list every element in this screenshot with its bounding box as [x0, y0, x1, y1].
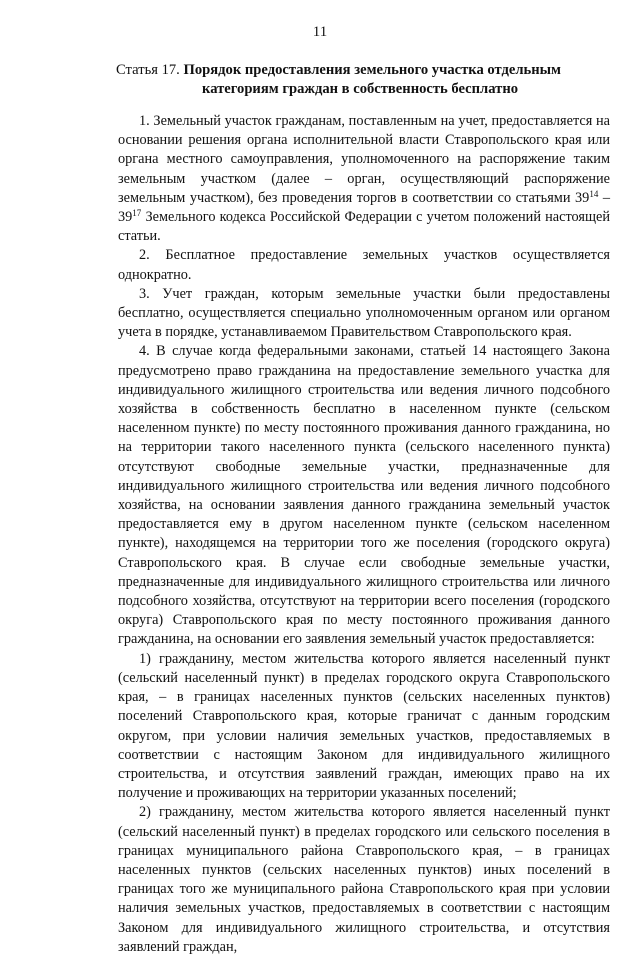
paragraph-1-text-a: 1. Земельный участок гражданам, поставленным на учет, предоставляется на основании решения органа исполнительной власти Ставропольского края или органа местного самоуправления, уполномоченного на распоряжение таким земельным участком (далее – орган, осуществляющий распоряжение земельным участком), без проведения торгов в соответствии со статьями 39 — [118, 113, 610, 206]
article-title-line-1: Порядок предоставления земельного участка отдельным — [183, 62, 561, 78]
article-body — [118, 112, 610, 957]
paragraph-1 — [118, 112, 610, 246]
subparagraph-1: 1) гражданину, местом жительства которого является населенный пункт (сельский населенный пункт) в пределах городского округа Ставропольского края, – в границах населенных пунктов (сельских населенных пунктов) поселений Ставропольского края, которые граничат с данным городским округом, при условии наличия земельных участков, предоставляемых в соответствии с настоящим Законом для индивидуального жилищного строительства, и отсутствия заявлений граждан, имеющих право на их получение и проживающих на территории указанных поселений; — [118, 650, 610, 802]
paragraph-1-text-b: – 39 — [118, 189, 610, 226]
page-number: 11 — [312, 24, 328, 40]
paragraph-1-text-c: Земельного кодекса Российской Федерации с учетом положений настоящей статьи. — [118, 209, 610, 245]
paragraph-2: 2. Бесплатное предоставление земельных участков осуществляется однократно. — [118, 247, 610, 283]
article-heading — [116, 61, 596, 99]
article-title-line-2: категориям граждан в собственность бесплатно — [202, 81, 519, 97]
paragraph-4: 4. В случае когда федеральными законами, статьей 14 настоящего Закона предусмотрено право гражданина на предоставление земельного участка для индивидуального жилищного строительства или ведения личного подсобного хозяйства в собственность бесплатно в населенном пункте (сельском населенном пункте) по месту постоянного проживания данного гражданина, но на территории такого населенного пункта (сельского населенного пункта) отсутствуют свободные земельные участки, предназначенные для индивидуального жилищного строительства или ведения личного подсобного хозяйства, на основании заявления данного гражданина земельный участок предоставляется ему в другом населенном пункте (сельском населенном пункте), находящемся на территории того же поселения (городского округа) Ставропольского края. В случае если свободные земельные участки, предназначенные для индивидуального жилищного строительства или личного подсобного хозяйства, отсутствуют на территории всего поселения (городского округа) Ставропольского края по месту постоянного проживания данного гражданина, на основании его заявления земельный участок предоставляется: — [118, 343, 610, 648]
article-prefix: Статья 17. — [116, 62, 180, 78]
subparagraph-2: 2) гражданину, местом жительства которого является населенный пункт (сельский населенный пункт) в пределах городского или сельского поселения в границах муниципального района Ставропольского края, – в границах населенных пунктов (сельских населенных пунктов) иных поселений в границах того же муниципального района Ставропольского края при условии наличия земельных участков, предоставляемых в соответствии с настоящим Законом для индивидуального жилищного строительства, и отсутствия заявлений граждан, — [118, 804, 610, 955]
article-ref-superscript-2: 17 — [132, 208, 142, 219]
paragraph-3: 3. Учет граждан, которым земельные участки были предоставлены бесплатно, осуществляется специально уполномоченным органом или органом учета в порядке, устанавливаемом Правительством Ставропольского края. — [118, 285, 610, 341]
article-ref-superscript-1: 14 — [589, 188, 599, 199]
